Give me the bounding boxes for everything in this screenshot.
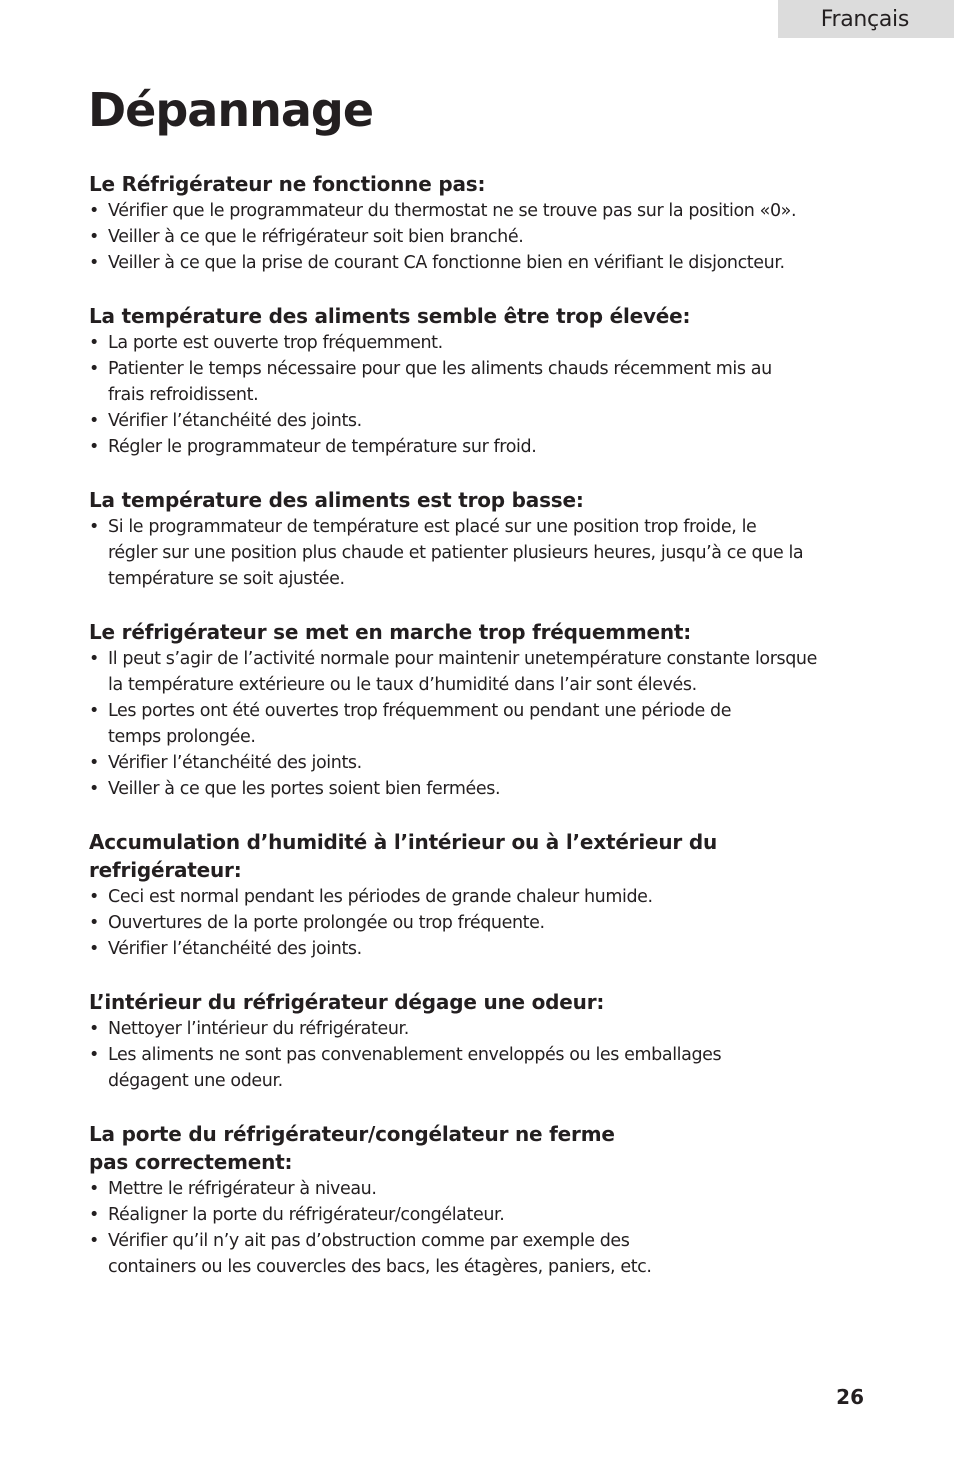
troubleshooting-section [89, 618, 889, 802]
bullet-list [89, 198, 889, 276]
list-item [89, 910, 889, 936]
list-item-text: Les aliments ne sont pas convenablement enveloppés ou les emballages dégagent une odeur. [108, 1045, 722, 1091]
bullet-glyph: • [89, 1231, 99, 1251]
section-heading: L’intérieur du réfrigérateur dégage une odeur: [89, 990, 605, 1014]
list-item-text: Veiller à ce que la prise de courant CA fonctionne bien en vérifiant le disjoncteur. [108, 253, 785, 273]
language-tab: Français [778, 0, 954, 38]
list-item [89, 224, 889, 250]
troubleshooting-section [89, 1120, 889, 1280]
bullet-glyph: • [89, 701, 99, 721]
list-item [89, 698, 889, 750]
list-item [89, 1016, 889, 1042]
bullet-glyph: • [89, 517, 99, 537]
list-item-text: Patienter le temps nécessaire pour que les aliments chauds récemment mis au frais refroidissent. [108, 359, 772, 405]
list-item [89, 1176, 889, 1202]
bullet-list [89, 514, 889, 592]
bullet-glyph: • [89, 1205, 99, 1225]
list-item-text: Mettre le réfrigérateur à niveau. [108, 1179, 377, 1199]
bullet-glyph: • [89, 333, 99, 353]
list-item-text: Réaligner la porte du réfrigérateur/congélateur. [108, 1205, 505, 1225]
troubleshooting-section [89, 988, 889, 1094]
list-item [89, 884, 889, 910]
list-item-text: La porte est ouverte trop fréquemment. [108, 333, 443, 353]
list-item-text: Ceci est normal pendant les périodes de grande chaleur humide. [108, 887, 653, 907]
bullet-glyph: • [89, 753, 99, 773]
list-item [89, 1228, 889, 1280]
bullet-glyph: • [89, 1019, 99, 1039]
bullet-list [89, 1016, 889, 1094]
bullet-list [89, 1176, 889, 1280]
list-item-text: Régler le programmateur de température sur froid. [108, 437, 537, 457]
section-heading: La porte du réfrigérateur/congélateur ne ferme pas correctement: [89, 1122, 615, 1174]
list-item [89, 330, 889, 356]
list-item-text: Les portes ont été ouvertes trop fréquemment ou pendant une période de temps prolongée. [108, 701, 732, 747]
section-heading: Accumulation d’humidité à l’intérieur ou à l’extérieur du refrigérateur: [89, 830, 717, 882]
list-item [89, 408, 889, 434]
bullet-glyph: • [89, 437, 99, 457]
list-item-text: Nettoyer l’intérieur du réfrigérateur. [108, 1019, 409, 1039]
list-item-text: Vérifier que le programmateur du thermostat ne se trouve pas sur la position «0». [108, 201, 797, 221]
list-item-text: Veiller à ce que le réfrigérateur soit bien branché. [108, 227, 524, 247]
list-item [89, 750, 889, 776]
list-item [89, 198, 889, 224]
section-heading: La température des aliments semble être trop élevée: [89, 304, 691, 328]
page-title: Dépannage [88, 83, 374, 137]
list-item [89, 936, 889, 962]
list-item-text: Si le programmateur de température est placé sur une position trop froide, le régler sur une position plus chaude et patienter plusieurs heures, jusqu’à ce que la température se soit ajustée. [108, 517, 804, 589]
bullet-glyph: • [89, 939, 99, 959]
troubleshooting-content [89, 170, 889, 1280]
list-item [89, 514, 889, 592]
bullet-glyph: • [89, 779, 99, 799]
bullet-glyph: • [89, 359, 99, 379]
bullet-glyph: • [89, 913, 99, 933]
list-item [89, 1042, 889, 1094]
list-item [89, 776, 889, 802]
list-item [89, 434, 889, 460]
section-heading: La température des aliments est trop basse: [89, 488, 584, 512]
bullet-glyph: • [89, 649, 99, 669]
troubleshooting-section [89, 170, 889, 276]
bullet-glyph: • [89, 887, 99, 907]
section-heading: Le Réfrigérateur ne fonctionne pas: [89, 172, 486, 196]
list-item-text: Veiller à ce que les portes soient bien fermées. [108, 779, 501, 799]
bullet-glyph: • [89, 1179, 99, 1199]
section-heading: Le réfrigérateur se met en marche trop fréquemment: [89, 620, 692, 644]
bullet-list [89, 330, 889, 460]
troubleshooting-section [89, 828, 889, 962]
bullet-glyph: • [89, 201, 99, 221]
list-item-text: Vérifier qu’il n’y ait pas d’obstruction comme par exemple des containers ou les couvercles des bacs, les étagères, paniers, etc. [108, 1231, 652, 1277]
list-item-text: Vérifier l’étanchéité des joints. [108, 411, 362, 431]
list-item [89, 646, 889, 698]
bullet-list [89, 646, 889, 802]
page-number: 26 [836, 1385, 864, 1409]
list-item-text: Ouvertures de la porte prolongée ou trop fréquente. [108, 913, 545, 933]
troubleshooting-section [89, 486, 889, 592]
list-item [89, 1202, 889, 1228]
bullet-list [89, 884, 889, 962]
list-item-text: Vérifier l’étanchéité des joints. [108, 939, 362, 959]
troubleshooting-section [89, 302, 889, 460]
list-item [89, 250, 889, 276]
bullet-glyph: • [89, 253, 99, 273]
list-item-text: Vérifier l’étanchéité des joints. [108, 753, 362, 773]
list-item [89, 356, 889, 408]
list-item-text: Il peut s’agir de l’activité normale pour maintenir unetempérature constante lorsque la température extérieure ou le taux d’humidité dans l’air sont élevés. [108, 649, 817, 695]
bullet-glyph: • [89, 411, 99, 431]
bullet-glyph: • [89, 1045, 99, 1065]
bullet-glyph: • [89, 227, 99, 247]
